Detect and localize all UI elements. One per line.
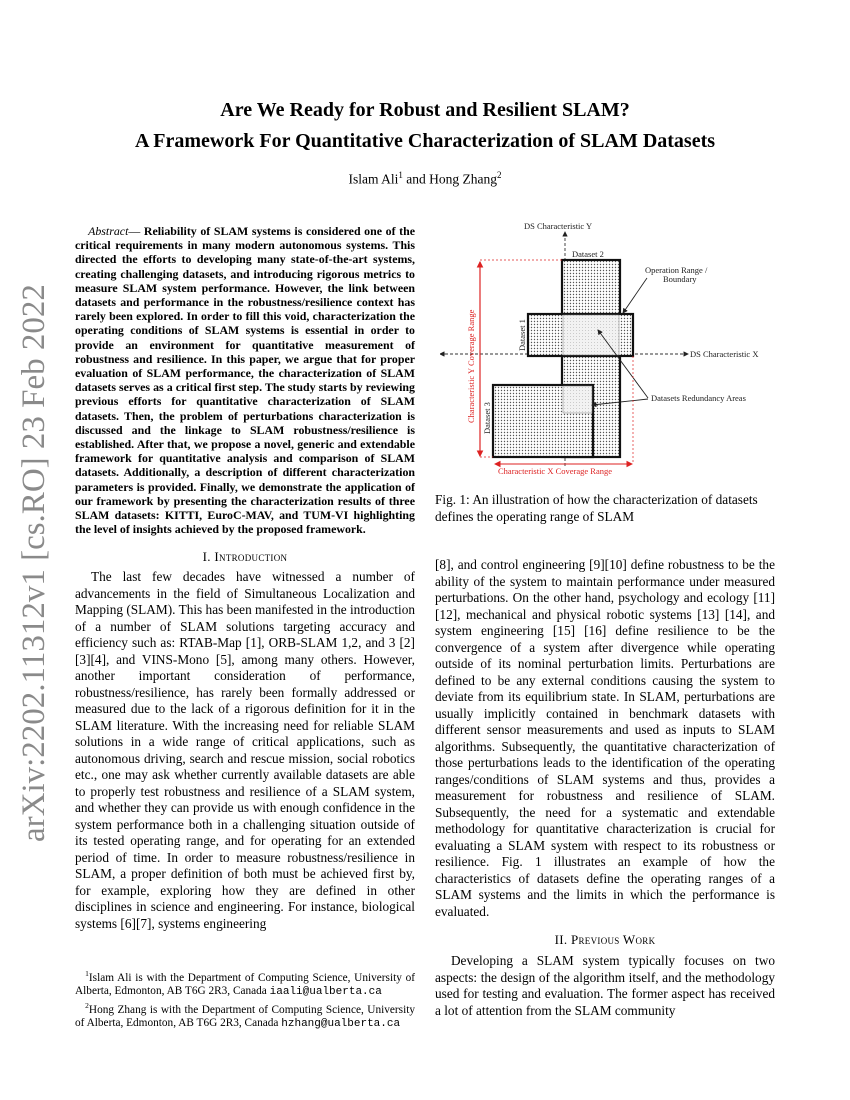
footnotes <box>75 967 415 1031</box>
abstract-text: Reliability of SLAM systems is considered one of the critical requirements in many modern autonomous systems. This directed the efforts to developing many state-of-the-art systems, creating challenging datasets, and introducing rigorous metrics to measure SLAM system performance. However, the link between datasets and performance in the robustness/resilience context has rarely been explored. In order to fill this void, characterization the operating conditions of SLAM systems is essential in order to provide an environment for quantitative measurement of robustness and resilience. In this paper, we argue that for proper evaluation of SLAM performance, the characterization of SLAM datasets serves as a critical first step. The study starts by reviewing previous efforts for quantitative characterization of SLAM datasets. Then, the problem of perturbations characterization is discussed and the linkage to SLAM robustness/resilience is established. After that, we propose a novel, generic and extendable framework for quantitative analysis and comparison of SLAM datasets. Additionally, a description of different characterization parameters is provided. Finally, we demonstrate the application of our framework by presenting the characterization results of three SLAM datasets: KITTI, EuroC-MAV, and TUM-VI highlighting the level of insights achieved by the proposed framework. <box>75 224 415 537</box>
abstract <box>75 224 415 536</box>
x-coverage-label: Characteristic X Coverage Range <box>498 466 612 476</box>
abstract-label: Abstract <box>88 224 129 238</box>
redundancy-label: Datasets Redundancy Areas <box>651 393 746 403</box>
redundancy-area-2 <box>563 386 592 413</box>
intro-paragraph: The last few decades have witnessed a number of advancements in the field of Simultaneous Localization and Mapping (SLAM). This has been manifested in the introduction of a number of SLAM solutions targeting accuracy and efficiency such as: RTAB-Map [1], ORB-SLAM 1,2, and 3 [2][3][4], and VINS-Mono [5], among many others. However, another important consideration of performance, robustness/resilience, has rarely been formally addressed or measured due to the lack of a rigorous definition for it in the SLAM literature. With the increasing need for reliable SLAM solutions in a wide range of critical applications, such as autonomous driving, search and rescue mission, social robotics etc., one may ask whether currently available datasets are able to properly test robustness and resilience of a SLAM system, and whether they can provide us with enough confidence in the system performance both in a challenging situation outside of its tested operating range, and for operating for an extended period of time. In order to measure robustness/resilience in SLAM, a proper definition of both must be achieved first by, for example, exploring how they are defined in other disciplines in science and engineering. For instance, biological systems [6][7], systems engineering <box>75 569 415 931</box>
operation-range-label-2: Boundary <box>663 274 697 284</box>
dataset-3-label: Dataset 3 <box>482 402 492 434</box>
y-coverage-label: Characteristic Y Coverage Range <box>466 309 476 423</box>
arxiv-id: arXiv:2202.11312v1 [cs.RO] 23 Feb 2022 <box>16 284 52 842</box>
figure-1 <box>440 218 775 480</box>
title-block <box>60 95 790 188</box>
operation-range-pointer <box>623 278 647 313</box>
previous-work-paragraph: Developing a SLAM system typically focuses on two aspects: the design of the algorithm itself, and the methodology used for testing and evaluation. The former aspect has received a lot of attention from the SLAM community <box>435 953 775 1018</box>
section-heading-previous-work: II. Previous Work <box>554 932 656 947</box>
footnote-2 <box>75 999 415 1031</box>
right-paragraph-1: [8], and control engineering [9][10] define robustness to be the ability of the system to maintain performance under measured perturbations. On the other hand, psychology and ecology [11] [12], mechanical and physical robotic systems [13] [14], and system engineering [15] [16] define resilience to be the convergence of a system after divergence while operating outside of its nominal perturbation limits. Perturbations are defined to be any external conditions causing the system to deviate from its equilibrium state. In SLAM, perturbations are usually implicitly contained in benchmark datasets with different sensor measurements and used as inputs to SLAM algorithms. Subsequently, the quantitative characterization of those perturbations leads to the identification of the operating ranges/conditions of SLAM systems and thus, provides a measurement for robustness and resilience of SLAM. Subsequently, the need for a systematic and extendable methodology for quantitative characterization is crucial for evaluating a SLAM system with respect to its robustness or resilience. Fig. 1 illustrates an example of how the characteristics of datasets define the operating ranges of a SLAM systems and the limits in which the performance is evaluated. <box>435 557 775 919</box>
author-conjunction: and <box>402 171 430 187</box>
paper-title-line-1: Are We Ready for Robust and Resilient SLAM? <box>220 99 630 121</box>
footnote-1-text: Islam Ali is with the Department of Computing Science, University of Alberta, Edmonton, AB T6G 2R3, Canada <box>75 971 415 997</box>
right-column <box>435 557 775 1019</box>
figure-1-caption: Fig. 1: An illustration of how the characterization of datasets defines the operating range of SLAM <box>435 492 758 524</box>
paper-title-line-2: A Framework For Quantitative Characterization of SLAM Datasets <box>134 130 716 152</box>
footnote-1 <box>75 967 415 999</box>
abstract-dash: — <box>128 224 144 238</box>
x-axis-label: DS Characteristic X <box>690 349 759 359</box>
section-heading-introduction: I. Introduction <box>202 549 288 565</box>
dataset-1-label: Dataset 1 <box>517 319 527 351</box>
footnote-2-mark: 2 <box>85 1001 89 1011</box>
operation-range-label-1: Operation Range / <box>645 265 708 275</box>
author-line <box>60 170 790 188</box>
footnote-2-text: Hong Zhang is with the Department of Computing Science, University of Alberta, Edmonton, AB T6G 2R3, Canada <box>75 1003 415 1030</box>
redundancy-area-1 <box>563 315 619 355</box>
footnote-2-email[interactable]: hzhang@ualberta.ca <box>281 1018 401 1031</box>
dataset-2-label: Dataset 2 <box>572 249 604 259</box>
arxiv-stamp <box>0 0 60 1100</box>
author-2-mark: 2 <box>497 170 502 180</box>
footnote-1-email[interactable]: iaali@ualberta.ca <box>269 985 382 998</box>
author-2: Hong Zhang <box>429 171 497 187</box>
y-axis-label: DS Characteristic Y <box>524 221 593 231</box>
author-1: Islam Ali <box>348 171 399 187</box>
left-column <box>75 224 415 932</box>
author-1-mark: 1 <box>398 170 403 180</box>
footnote-1-mark: 1 <box>85 969 89 978</box>
